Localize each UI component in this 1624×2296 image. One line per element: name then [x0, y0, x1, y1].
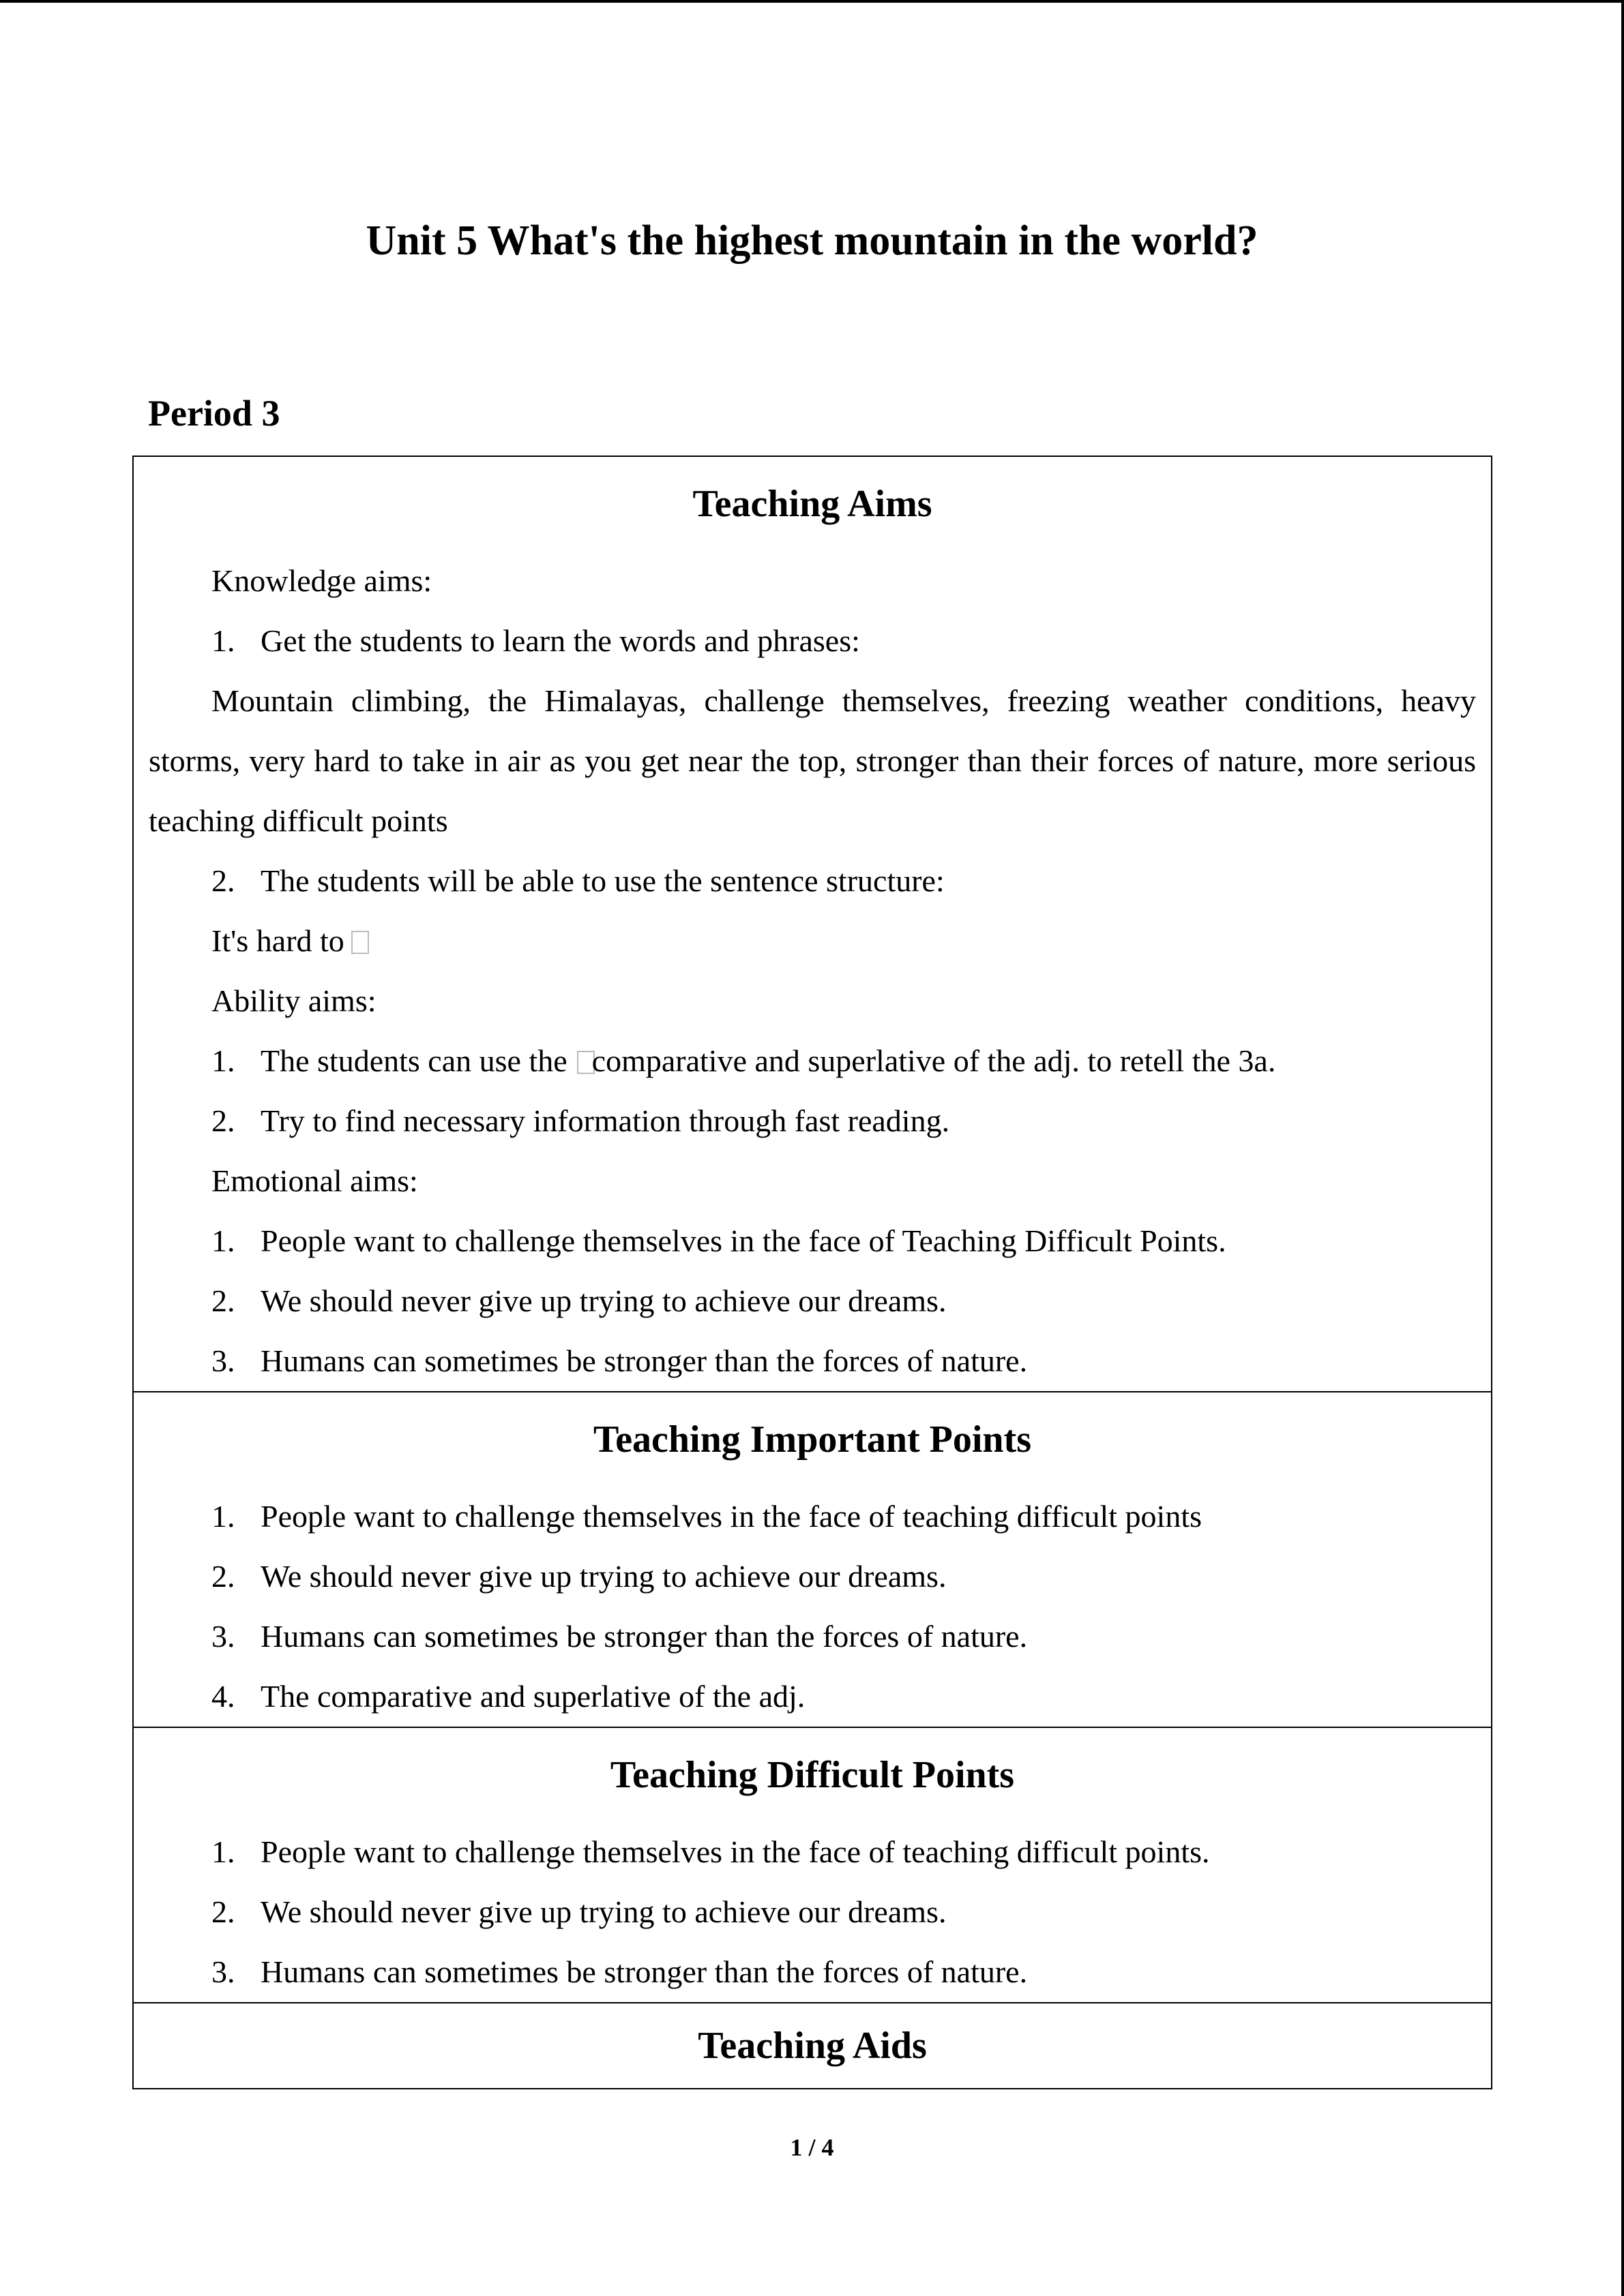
ability-aims-label: Ability aims:	[211, 983, 377, 1018]
list-item: 2. We should never give up trying to achieve our dreams.	[211, 1894, 947, 1929]
list-item: 1. People want to challenge themselves in the face of teaching difficult points	[211, 1499, 1202, 1534]
ability-aim-item: 2. Try to find necessary information through fast reading.	[211, 1103, 950, 1138]
emotional-aim-item: 2. We should never give up trying to achieve our dreams.	[211, 1283, 947, 1318]
lesson-plan-table	[132, 456, 1492, 2089]
teaching-aims-heading: Teaching Aims	[692, 483, 932, 525]
teaching-important-points-section	[134, 1391, 1491, 1727]
teaching-important-points-heading: Teaching Important Points	[593, 1418, 1031, 1461]
period-label: Period 3	[148, 393, 280, 434]
list-item: 3. Humans can sometimes be stronger than the forces of nature.	[211, 1619, 1028, 1654]
sentence-structure: It's hard to	[149, 911, 1476, 971]
emotional-aims-label: Emotional aims:	[211, 1163, 418, 1198]
teaching-aids-heading: Teaching Aids	[698, 2025, 927, 2067]
missing-glyph-box	[351, 931, 369, 954]
ability-aim-item: 1. The students can use the comparative and superlative of the adj. to retell the 3a.	[211, 1043, 1276, 1078]
page-number: 1 / 4	[790, 2134, 834, 2161]
page-border-top	[0, 0, 1624, 3]
list-item: 2. We should never give up trying to achieve our dreams.	[211, 1559, 947, 1594]
list-item: 3. Humans can sometimes be stronger than the forces of nature.	[211, 1954, 1028, 1989]
document-title: Unit 5 What's the highest mountain in the world?	[366, 218, 1258, 264]
teaching-aids-section	[134, 2002, 1491, 2088]
teaching-difficult-points-section	[134, 1727, 1491, 2002]
phrases-paragraph: Mountain climbing, the Himalayas, challenge themselves, freezing weather conditions, heavy storms, very hard to take in air as you get near the top, stronger than their forces of nature, more serious teaching difficult points	[149, 683, 1476, 838]
list-item: 4. The comparative and superlative of the adj.	[211, 1679, 806, 1714]
emotional-aim-item: 1. People want to challenge themselves in the face of Teaching Difficult Points.	[211, 1223, 1226, 1258]
knowledge-aim-item: 2. The students will be able to use the sentence structure:	[211, 863, 945, 898]
list-item: 1. People want to challenge themselves in the face of teaching difficult points.	[211, 1834, 1210, 1869]
teaching-aims-section	[134, 457, 1491, 1391]
knowledge-aim-item: 1. Get the students to learn the words and phrases:	[211, 623, 860, 658]
teaching-difficult-points-heading: Teaching Difficult Points	[610, 1754, 1015, 1796]
knowledge-aims-label: Knowledge aims:	[211, 563, 432, 598]
emotional-aim-item: 3. Humans can sometimes be stronger than the forces of nature.	[211, 1343, 1028, 1378]
page-border-right	[1621, 0, 1624, 2296]
